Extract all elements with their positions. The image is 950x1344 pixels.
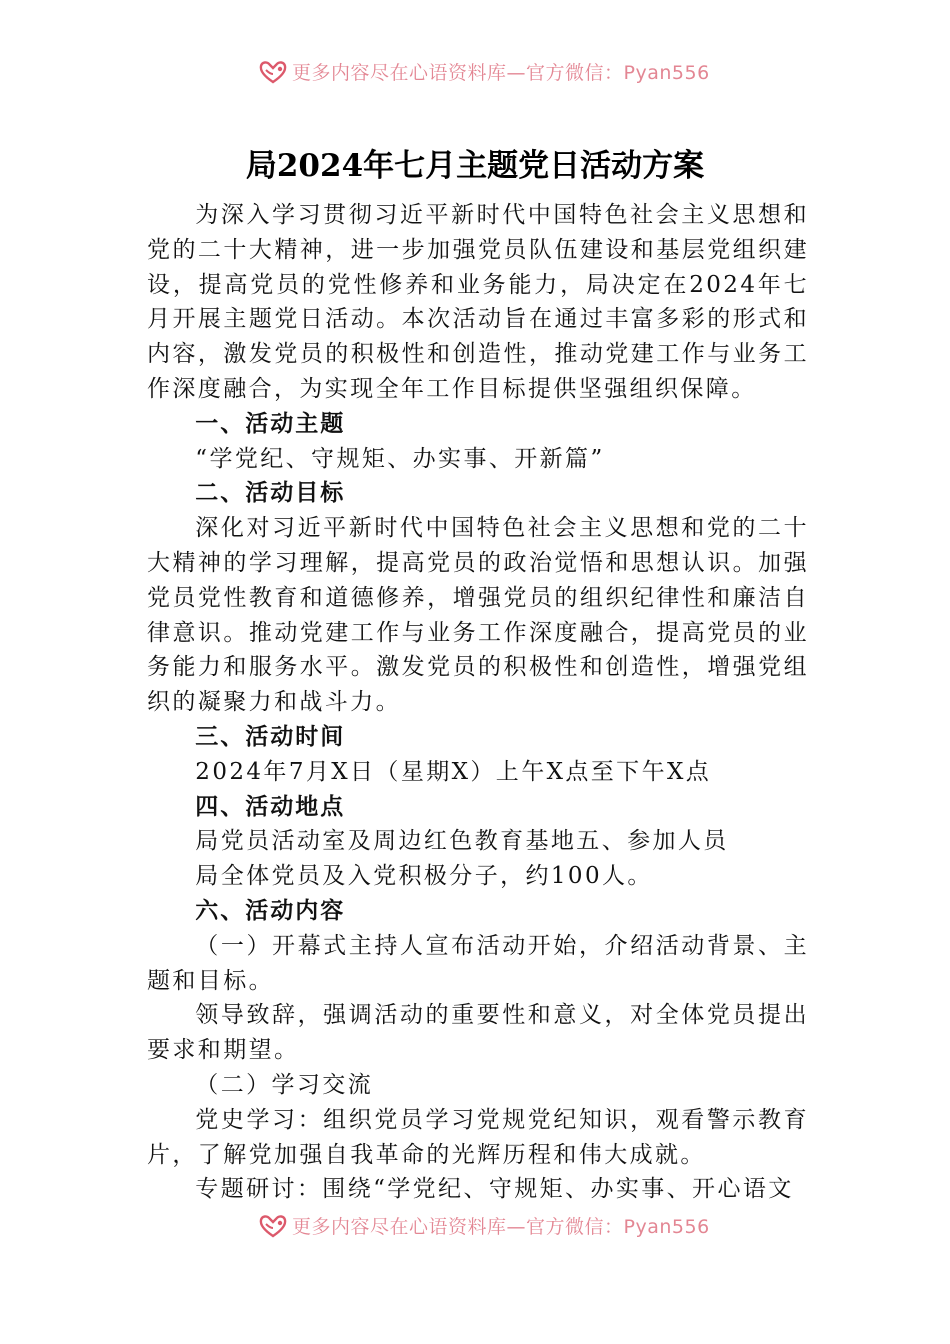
section-heading: 六、活动内容	[195, 897, 346, 924]
section-heading: 三、活动时间	[195, 723, 346, 750]
watermark-header	[258, 54, 710, 88]
body-paragraph: 局全体党员及入党积极分子，约100人。	[195, 863, 653, 890]
watermark-footer	[258, 1208, 710, 1242]
watermark-text: 更多内容尽在心语资料库—官方微信：Pyan556	[292, 1215, 710, 1238]
section-heading: 一、活动主题	[195, 410, 346, 437]
heart-hands-icon	[258, 1211, 288, 1239]
body-paragraph: 局党员活动室及周边红色教育基地五、参加人员	[195, 828, 729, 855]
watermark-text: 更多内容尽在心语资料库—官方微信：Pyan556	[292, 61, 710, 84]
heart-hands-icon	[258, 57, 288, 85]
body-paragraph: （一）开幕式主持人宣布活动开始，介绍活动背景、主题和目标。	[147, 932, 809, 994]
body-paragraph: 党史学习：组织党员学习党规党纪知识，观看警示教育片，了解党加强自我革命的光辉历程和伟大成就。	[147, 1106, 809, 1168]
document-title: 局2024年七月主题党日活动方案	[245, 148, 705, 184]
body-paragraph: 深化对习近平新时代中国特色社会主义思想和党的二十大精神的学习理解，提高党员的政治觉悟和思想认识。加强党员党性教育和道德修养，增强党员的组织纪律性和廉洁自律意识。推动党建工作与业务工作深度融合，提高党员的业务能力和服务水平。激发党员的积极性和创造性，增强党组织的凝聚力和战斗力。	[147, 515, 809, 716]
document-body	[147, 198, 809, 1207]
section-heading: 二、活动目标	[195, 480, 346, 507]
body-paragraph: “学党纪、守规矩、办实事、开新篇”	[195, 445, 605, 472]
section-heading: 四、活动地点	[195, 793, 346, 820]
body-paragraph: 2024年7月X日（星期X）上午X点至下午X点	[195, 758, 712, 785]
body-paragraph: （二）学习交流	[195, 1071, 374, 1098]
body-paragraph: 领导致辞，强调活动的重要性和意义，对全体党员提出要求和期望。	[147, 1002, 809, 1064]
body-paragraph: 为深入学习贯彻习近平新时代中国特色社会主义思想和党的二十大精神，进一步加强党员队伍建设和基层党组织建设，提高党员的党性修养和业务能力，局决定在2024年七月开展主题党日活动。本次活动旨在通过丰富多彩的形式和内容，激发党员的积极性和创造性，推动党建工作与业务工作深度融合，为实现全年工作目标提供坚强组织保障。	[147, 202, 809, 402]
body-paragraph: 专题研讨：围绕“学党纪、守规矩、办实事、开心语文	[195, 1176, 794, 1203]
